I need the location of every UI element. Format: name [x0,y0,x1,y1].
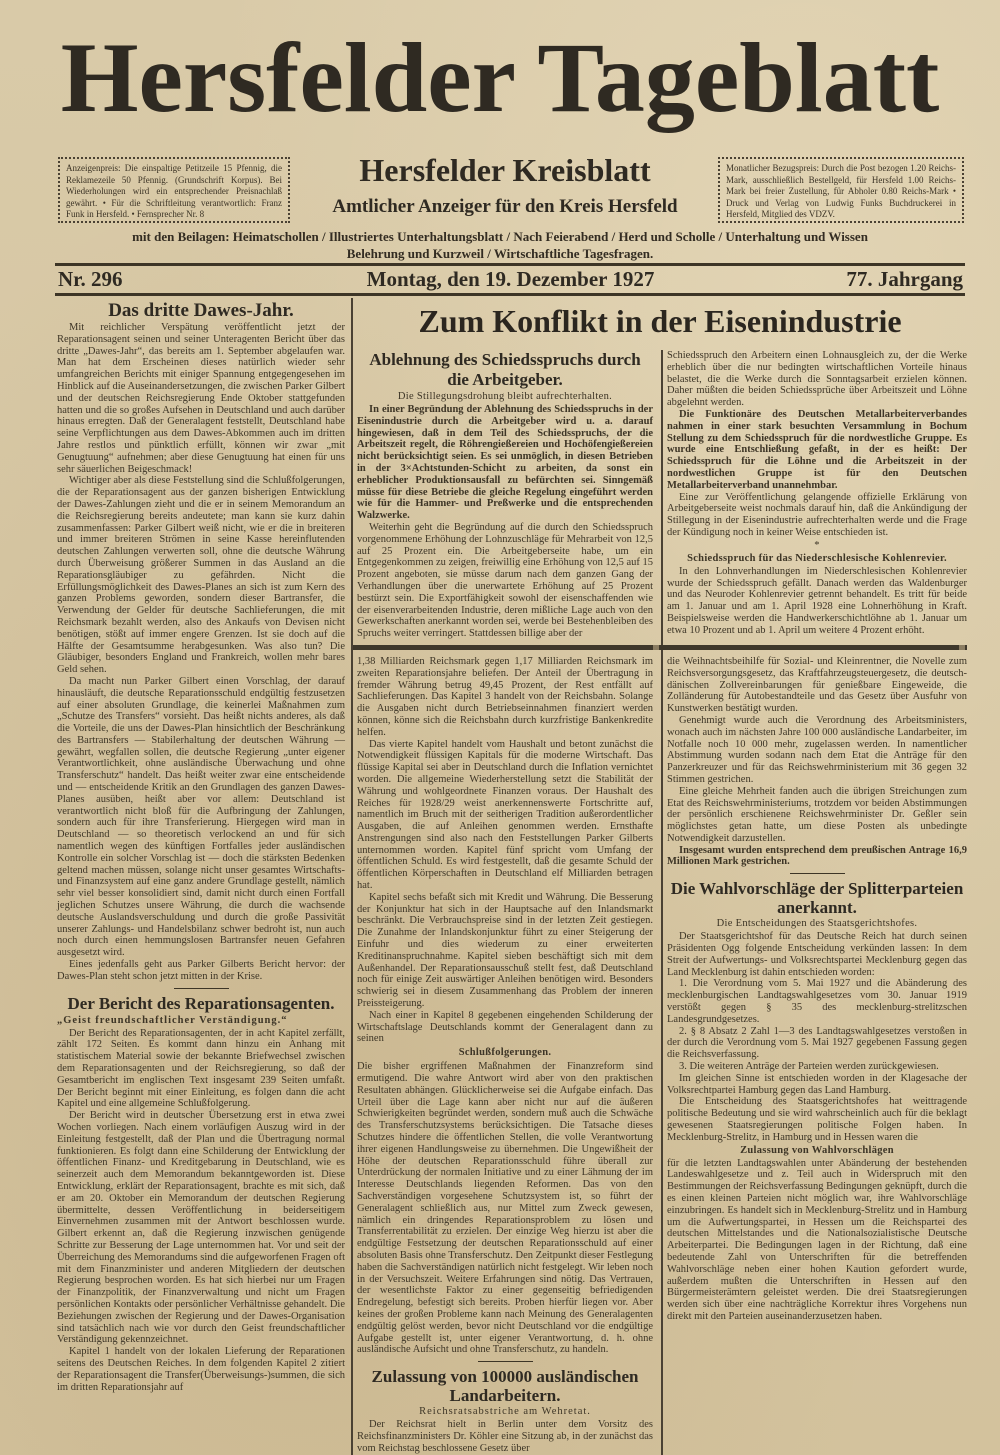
paragraph: Mit reichlicher Verspätung veröffentlicht jetzt der Reparationsagent seinen und seiner Unteragenten Bericht über das dritte „Dawes-Jahr“, das bereits am 1. September abgelaufen war. Man hat dem Erscheinen dieses natürlich wieder sehr umfangreichen Berichts mit einiger Spannung entgegengesehen im Hinblick auf die Auseinandersetzungen, die zwischen Parker Gilbert und der deutschen Reichsregierung Ende Oktober stattgefunden hatten und die so großes Aufsehen in Deutschland und auch darüber hinaus erregten. Daß der Generalagent feststellt, Deutschland habe seine Verpflichtungen aus dem Dawes-Abkommen auch im dritten Jahre restlos und pünktlich erfüllt, können wir zwar „mit Genugtuung“ aufnehmen; aber diese Genugtuung hat einen für uns sehr säuerlichen Beigeschmack! [57,322,345,475]
section-bar [353,645,967,650]
subscription-price-box: Monatlicher Bezugspreis: Durch die Post bezogen 1.20 Reichs-Mark, ausschließlich Bestellgeld, für Hersfeld 1.00 Reichs-Mark bei freier Zustellung, für Abholer 0.80 Reichs-Mark • Druck und Verlag von Ludwig Funks Buchdruckerei in Hersfeld, Mitglied des VDZV. [718,157,964,223]
advertising-price-box: Anzeigenpreis: Die einspaltige Petitzeile 15 Pfennig, die Reklamezeile 50 Pfennig. (Grundschrift Korpus). Bei Wiederholungen wird ein entsprechender Preisnachlaß gewährt. • Für die Schriftleitung verantwortlich: Franz Funk in Hersfeld. • Fernsprecher Nr. 8 [58,157,290,223]
middle-lower-column [357,656,657,1455]
paragraph: Genehmigt wurde auch die Verordnung des Arbeitsministers, wonach auch im nächsten Jahre 100 000 ausländische Landarbeiter, im Notfalle noch 10 000 mehr, zugelassen werden. In namentlicher Abstimmung wurden sodann nach dem Etat die Anträge für den Panzerkreuzer und für das Reichswehrministerium mit 36 gegen 32 Stimmen gestrichen. [667,714,967,785]
article-subheadline: „Geist freundschaftlicher Verständigung.“ [57,1014,288,1026]
article-reparations-report [57,994,345,1394]
paragraph: Kapitel sechs befaßt sich mit Kredit und Währung. Die Besserung der Konjunktur hat sich in der Hauptsache auf den Inlandsmarkt beschränkt. Die Verbrauchspreise sind in der letzten Zeit gestiegen. Die Zunahme der Inlandskonjunktur führt zu einer Steigerung der Einfuhr und dies wiederum zu einer erweiterten Kreditinanspruchnahme. Kapitel sieben beschäftigt sich mit dem Außenhandel. Der Reparationsausschuß stellt fest, daß Deutschland noch für einige Zeit auswärtiger Anleihen benötigen wird. Besonders schwierig sei in diesem Zusammenhang das Problem der inneren Preissteigerung. [357,891,653,1010]
article-headline: Das dritte Dawes-Jahr. [108,300,294,321]
divider [790,873,845,874]
section-heading: Schlußfolgerungen. [458,1047,552,1059]
dateline [58,266,963,292]
main-headline-text: Zum Konflikt in der Eisenindustrie [418,303,902,339]
paragraph: Die bisher ergriffenen Maßnahmen der Finanzreform sind ermutigend. Die wahre Antwort wird aber von den praktischen Resultaten abhängen. Glücklicherweise sei die Aufgabe einfach. Das Urteil über die Lage kann aber nicht nur auf die äußeren Schwierigkeiten begründet werden, sondern muß auch die Schwäche des Transferschutzsystems berücksichtigen. Die Tatsache dieses Schutzes hindere die öffentlichen Stellen, die volle Verantwortung ihrer eigenen Handlungsweise zu übernehmen. Die Ungewißheit der Höhe der deutschen Reparationsschuld führe überall zur Unterdrückung der normalen Initiative und zu einer Lähmung der im Interesse Deutschlands liegenden Reformen. Das von den Sachverständigen vorgesehene Schutzsystem ist, so führt der Generalagent schließlich aus, nur Mittel zum Zweck gewesen, nämlich ein dringendes Reparationsproblem zu lösen und Transferrentabilität zu erzielen. Der einzige Weg hierzu ist aber die endgültige Festsetzung der deutschen Reparationsschuld auf einer absoluten Basis ohne Transferschutz. Den Zeitpunkt dieser Festlegung haben die Sachverständigen natürlich nicht festgelegt. Wir leben noch in der Versuchszeit. Weitere Erfahrungen sind nötig. Das Vertrauen, der wesentlichste Faktor zu einer gegenseitig befriedigenden Endregelung, befestigt sich bereits. Proben hierfür liegen vor. Aber keines der großen Probleme kann nach Meinung des Generalagenten endgültig gelöst werden, bevor nicht Deutschland vor die endgültige Aufgabe gestellt ist, unter eigener Verantwortung, d. h. ohne ausländische Aufsicht und ohne Transferschutz, zu handeln. [357,1061,653,1356]
separator-asterisk: * [814,539,820,551]
paragraph: Insgesamt wurden entsprechend dem preußischen Antrage 16,9 Millionen Mark gestrichen. [667,844,967,868]
paragraph: Eines jedenfalls geht aus Parker Gilberts Bericht hervor: der Dawes-Plan steht schon jetzt mitten in der Krise. [57,959,345,982]
paragraph: Im gleichen Sinne ist entschieden worden in der Klagesache der Volksrechtpartei Hamburg gegen das Land Hamburg. [667,1072,967,1096]
article-iron-industry-continued [667,350,967,640]
tagline: Amtlicher Anzeiger für den Kreis Hersfeld [332,196,678,217]
paragraph: Der Bericht des Reparationsagenten, der in acht Kapitel zerfällt, zählt 172 Seiten. Es kommt dann hinzu ein Anhang mit statistischem Material sowie der bekannte Briefwechsel zwischen dem Reparationsagenten und der Reichsregierung, so daß der Gesamtbericht im englischen Text insgesamt 239 Seiten umfaßt. Der Bericht beginnt mit einer Einleitung, es folgen dann die acht Kapitel und eine allgemeine Schlußfolgerung. [57,1027,345,1110]
masthead-title [35,10,965,145]
article-subheadline: Ablehnung des Schiedsspruchs durch die Arbeitgeber. [369,350,641,389]
paragraph: 1,38 Milliarden Reichsmark gegen 1,17 Milliarden Reichsmark im zweiten Reparationsjahre beliefen. Der Anteil der Übertragung in fremder Währung betrug 49,45 Prozent, der Rest entfällt auf Sachlieferungen. Das Kapitel 3 handelt von der Reichsbahn. Solange die Ausgaben nicht durch Betriebseinnahmen finanziert werden können, könne sich die Reichsbahn durch kurzfristige Bankenkredite helfen. [357,655,653,738]
paragraph: Der Staatsgerichtshof für das Deutsche Reich hat durch seinen Präsidenten Ogg folgende Entscheidung verkünden lassen: In dem Streit der Aufwertungs- und Volksrechtspartei Mecklenburg gegen das Land Mecklenburg ist dahin entschieden worden: [667,931,967,978]
newspaper-name: Hersfelder Tageblatt [60,22,940,133]
subtitle: Hersfelder Kreisblatt [359,152,651,188]
article-farm-workers [357,1367,653,1454]
main-headline [355,298,965,344]
paragraph: Da macht nun Parker Gilbert einen Vorschlag, der darauf hinausläuft, die deutsche Reparationsschuld endgültig festzusetzen auf einer absoluten Grundlage, die keinerlei Maßnahmen zum „Schutze des Transfers“ vorsieht. Das heißt nichts anderes, als daß die Vorteile, die uns der Dawes-Plan hinsichtlich der Beschränkung des Bartransfers — Stabilerhaltung der deutschen Währung — gewährt, wegfallen sollen, die deutsche Regierung „unter eigener Verantwortlichkeit, ohne ausländische Überwachung und ohne Transferschutz“ handelt. Das heißt weiter zwar eine entscheidende und — entscheidende Kritik an den Grundlagen des ganzen Dawes-Planes ausüben, heißt aber vor allem: Deutschland ist verantwortlich nicht bloß für die Aufbringung der Zahlungen, sondern auch für ihre Transferierung. Hiergegen wird man in Deutschland — so theoretisch verlockend an und für sich namentlich wegen des künftigen Fortfalles jeder ausländischen Kontrolle ein solcher Vorschlag ist — doch die stärksten Bedenken geltend machen müssen, solange nicht unser gesamtes Wirtschafts- und Finanzsystem auf eine ganz andere Grundlage gestellt, nämlich sehr viel besser konsolidiert sind, damit nicht durch einen Fortfall jeglichen Schutzes unsere Währung, die durch die wachsende deutsche Auslandsverschuldung und durch die große Passivität unserer Zahlungs- und Handelsbilanz schwer bedroht ist, nun auch noch durch einen hemmungslosen Bartransfer neuen Gefahren ausgesetzt wird. [57,675,345,959]
paragraph: Eine gleiche Mehrheit fanden auch die übrigen Streichungen zum Etat des Reichswehrministeriums, trotzdem vor beiden Abstimmungen der persönlich erschienene Reichswehrminister Dr. Geßler sein möglichstes getan hatte, um diese Posten als unbedingte Notwendigkeit darzustellen. [667,785,967,844]
article-dawes-year [57,300,345,983]
paragraph: Nach einer in Kapitel 8 gegebenen eingehenden Schilderung der Wirtschaftslage Deutschlands kommt der Generalagent dann zu seinen [357,1009,653,1045]
article-farm-workers-continued [667,656,967,868]
left-column [57,300,345,1393]
issue-number: Nr. 296 [58,267,123,291]
supplements-line [60,228,940,262]
paragraph: Die Entscheidung des Staatsgerichtshofes hat weittragende politische Bedeutung und sie wird wahrscheinlich auch für die beklagt gewesenen Staatsregierungen politische Folgen haben. In Mecklenburg-Strelitz, in Hamburg und in Hessen waren die [667,1096,967,1143]
paragraph: Der Reichsrat hielt in Berlin unter dem Vorsitz des Reichsfinanzministers Dr. Köhler eine Sitzung ab, in der zunächst das vom Reichstag beschlossene Gesetz über [357,1419,653,1454]
middle-right-columns [357,350,967,1455]
paragraph: Schiedsspruch den Arbeitern einen Lohnausgleich zu, der die Werke erheblich über die nur bedingten wirtschaftlichen Vorteile hinaus belastet, die die Werke durch die Sonntagsarbeit erzielen können. Daher müßten die beiden Schiedssprüche über Arbeitszeit und Löhne abgelehnt werden. [667,350,967,409]
divider [478,1361,533,1362]
article-reparations-report-continued [357,656,653,1356]
article-headline: Die Wahlvorschläge der Splitterparteien anerkannt. [670,879,964,918]
section-heading: Zulassung von Wahlvorschlägen [740,1144,894,1156]
divider [174,988,229,989]
article-kicker: Reichsratsabstriche am Wehretat. [419,1406,591,1418]
paragraph: Die Funktionäre des Deutschen Metallarbeiterverbandes nahmen in einer stark besuchten Versammlung in Bochum Stellung zu dem Schiedsspruch für die nordwestliche Gruppe. Es wurde eine Entschließung gefaßt, in der es heißt: Der Schiedsspruch für die Löhne und die Arbeitszeit in der nordwestlichen Gruppe ist für den Deutschen Metallarbeiterverband unannehmbar. [667,408,967,491]
paragraph: Eine zur Veröffentlichung gelangende offizielle Erklärung von Arbeitgeberseite weist nochmals darauf hin, daß die Ankündigung der Stillegung in der Eisenindustrie aufrechterhalten werde und die Frage der Kündigung noch in keiner Weise entschieden ist. [667,491,967,538]
paragraph: 2. § 8 Absatz 2 Zahl 1—3 des Landtagswahlgesetzes verstoßen in der durch die Verordnung vom 5. Mai 1927 gegebenen Fassung gegen die Reichsverfassung. [667,1025,967,1061]
paragraph: Der Bericht wird in deutscher Übersetzung erst in etwa zwei Wochen vorliegen. Nach einem vorläufigen Auszug wird in der Einleitung festgestellt, daß der Plan und die Übertragung normal funktionieren. Es folgt dann eine Schilderung der Entwicklung der öffentlichen Finanz- und Kreditgebarung in Deutschland, wie es seinerzeit auch dem Memorandum bekanntgeworden ist. Diese Entwicklung, erklärt der Reparationsagent, brachte es mit sich, daß er am 20. Oktober ein Memorandum der deutschen Regierung übermittelte, dessen Veröffentlichung in beiderseitigem Einvernehmen zusammen mit der Antwort beschlossen wurde. Gilbert erkennt an, daß die Regierung inzwischen genügende Schritte zur Besserung der Lage unternommen hat. Vor und seit der Überreichung des Memorandums sind die aufgeworfenen Fragen oft mit dem Finanzminister und anderen Mitgliedern der deutschen Regierung besprochen worden. Es hat sich hierbei nur um Fragen der Finanzpolitik, der Finanzverwaltung und nicht um Fragen persönlichen Kontakts oder persönlicher Verhältnisse gehandelt. Die Beziehungen zwischen der Regierung und der Dawes-Organisation sind tatsächlich nach wie vor durch den Geist freundschaftlicher Verständigung gekennzeichnet. [57,1110,345,1346]
article-headline: Zulassung von 100000 ausländischen Landarbeitern. [371,1367,639,1406]
paragraph: die Weihnachtsbeihilfe für Sozial- und Kleinrentner, die Novelle zum Reichsversorgungsgesetz, das Kraftfahrzeugsteuergesetz, die deutsch-dänischen Zollvereinbarungen für genießbare Eingeweide, die Zolländerung für Autobestandteile und das Gesetz über Ausfuhr von Kunstwerken bestätigt wurden. [667,655,967,715]
volume-number: 77. Jahrgang [846,267,963,291]
paragraph: Kapitel 1 handelt von der lokalen Lieferung der Reparationen seitens des Deutschen Reiches. In dem folgenden Kapitel 2 zitiert der Reparationsagent die Transfer(Überweisungs-)summen, die sich im dritten Reparationsjahr auf [57,1346,345,1393]
paragraph: In einer Begründung der Ablehnung des Schiedsspruchs in der Eisenindustrie durch die Arbeitgeber wird u. a. darauf hingewiesen, daß in dem Teil des Schiedsspruchs, der die Arbeitszeit regelt, die Röhrengießereien und Hochöfengießereien nicht berücksichtigt seien. Es sei unmöglich, in diesen Betrieben in der 3×Achtstunden-Schicht zu arbeiten, da sonst ein erheblicher Produktionsausfall zu befürchten sei. Sinngemäß müsse für diese Betriebe die gleiche Regelung eingeführt werden wie für die Hammer- und Preßwerke und die entsprechenden Walzwerke. [357,404,653,522]
article-kicker: Die Stillegungsdrohung bleibt aufrechterhalten. [397,391,613,402]
dateline-rule [55,293,965,296]
right-lower-column [667,656,967,1455]
paragraph: Wichtiger aber als diese Feststellung sind die Schlußfolgerungen, die der Reparationsagent aus der ganzen bisherigen Entwicklung der Dawes-Zahlungen zieht und die er in seinem Memorandum an die Reichsregierung bereits andeutete; man kann sie kurz dahin zusammenfassen: Parker Gilbert weiß nicht, wie er die in breiteren und immer breiteren Strömen in seine Kasse hereinflutenden deutschen Zahlungen verwerten soll, ohne die deutsche Währung durch Überweisung größerer Summen in das Ausland an die Reparationsgläubiger zu gefährden. Nicht die Erfüllungsmöglichkeit des Dawes-Planes an sich ist zum Kern des ganzen Problems geworden, sondern dieser Bartransfer, die Verwendung der Gelder für deutsche Sachlieferungen, die mit Reichsmark bezahlt werden, also des Ankaufs von Devisen nicht benötigen, stößt auf immer engere Grenzen. Ist sie doch auf die Hälfte der Gesamtsumme herabgesunken. Was also tun? Die Gläubiger, besonders England und Frankreich, wollen mehr bares Geld sehen. [57,475,345,676]
article-headline: Der Bericht des Reparationsagenten. [67,993,335,1013]
supplements-line-2: Belehrung und Kurzweil / Wirtschaftliche Tagesfragen. [346,246,654,261]
paragraph: Weiterhin geht die Begründung auf die durch den Schiedsspruch vorgenommene Erhöhung der Lohnzuschläge für Mehrarbeit von 12,5 auf 25 Prozent ein. Die Arbeitgeberseite habe, um ein Entgegenkommen zu zeigen, freiwillig eine Erhöhung von 12,5 auf 15 Prozent angeboten, sie müsse darum nach dem ganzen Gang der Verhandlungen über die unerwartete Erhöhung auf 25 Prozent bestürzt sein. Die Exportfähigkeit sowohl der eisenschaffenden wie der eisenverarbeitenden Industrie, deren mißliche Lage auch von den Gewerkschaften anerkannt worden sei, werde bei Bestehenbleiben des Spruchs weiter verringert. Stattdessen billige aber der [357,521,653,640]
paragraph: In den Lohnverhandlungen im Niederschlesischen Kohlenrevier wurde der Schiedsspruch gefällt. Danach werden das Waldenburger und das Neuroder Kohlenrevier getrennt behandelt. Es tritt für beide am 1. Januar und am 1. April 1928 eine Lohnerhöhung in Kraft. Beispielsweise werden die Handwerkerschichtlöhne ab 1. Januar um etwa 10 Prozent und ab 1. April um weitere 4 Prozent erhöht. [667,565,967,636]
issue-date: Montag, den 19. Dezember 1927 [366,267,655,291]
article-splinter-parties [667,879,967,1323]
paragraph: Das vierte Kapitel handelt vom Haushalt und betont zunächst die Notwendigkeit flüssigen Kapitals für die moderne Wirtschaft. Das flüssige Kapital sei aber in Deutschland durch die Inflation vernichtet worden. Die allgemeine Wiederherstellung setzt die Stabilität der Währung und wohlgeordnete Finanzen voraus. Der Haushalt des Reiches für 1928/29 weist anerkennenswerte Fortschritte auf, namentlich im Bruch mit der seitherigen Tradition außerordentlicher Ausgaben, die auf Anleihen genommen werden. Ernsthafte Anstrengungen sind also nach den Feststellungen Parker Gilberts unternommen worden. Kapitel fünf spricht vom Umfang der öffentlichen Schuld. Es wird festgestellt, daß die gesamte Schuld der öffentlichen Körperschaften in Deutschland elf Milliarden betragen hat. [357,738,653,892]
paragraph: 3. Die weiteren Anträge der Parteien werden zurückgewiesen. [679,1061,939,1073]
paragraph: 1. Die Verordnung vom 5. Mai 1927 und die Abänderung des mecklenburgischen Landtagswahlgesetzes vom 30. Januar 1919 verstößt gegen § 35 des mecklenburg-strelitzschen Landesgrundgesetzes. [667,978,967,1025]
section-heading: Schiedsspruch für das Niederschlesische Kohlenrevier. [687,552,947,564]
paragraph: für die letzten Landtagswahlen unter Abänderung der bestehenden Landeswahlgesetze und z. Teil auch in Widerspruch mit den Bestimmungen der Reichsverfassung Bedingungen geknüpft, durch die es einen kleinen Parteien nicht möglich war, ihre Wahlvorschläge einzubringen. Es handelt sich in Mecklenburg-Strelitz und in Hamburg um die Aufwertungspartei, in Hessen um die Reichspartei des deutschen Mittelstandes und die Nationalsozialistische Deutsche Arbeiterpartei. Die Bedingungen lagen in der Richtung, daß eine bedeutende Zahl von Unterschriften für die betreffenden Wahlvorschläge neben einer hohen Kaution gefordert wurde, außerdem mußten die Unterschriften in Hessen auf den Bürgermeisterämtern geleistet werden. Die drei Staatsregierungen werden sich über eine nachträgliche Korrektur ihres Vorgehens nun direkt mit den Parteien auseinanderzusetzen haben. [667,1157,967,1322]
article-iron-industry [357,350,657,640]
supplements-line-1: mit den Beilagen: Heimatschollen / Illustriertes Unterhaltungsblatt / Nach Feierabend / Herd und Scholle / Unterhaltung und Wissen [132,229,868,244]
article-kicker: Die Entscheidungen des Staatsgerichtshofes. [716,918,918,930]
column-rule [351,298,353,1455]
